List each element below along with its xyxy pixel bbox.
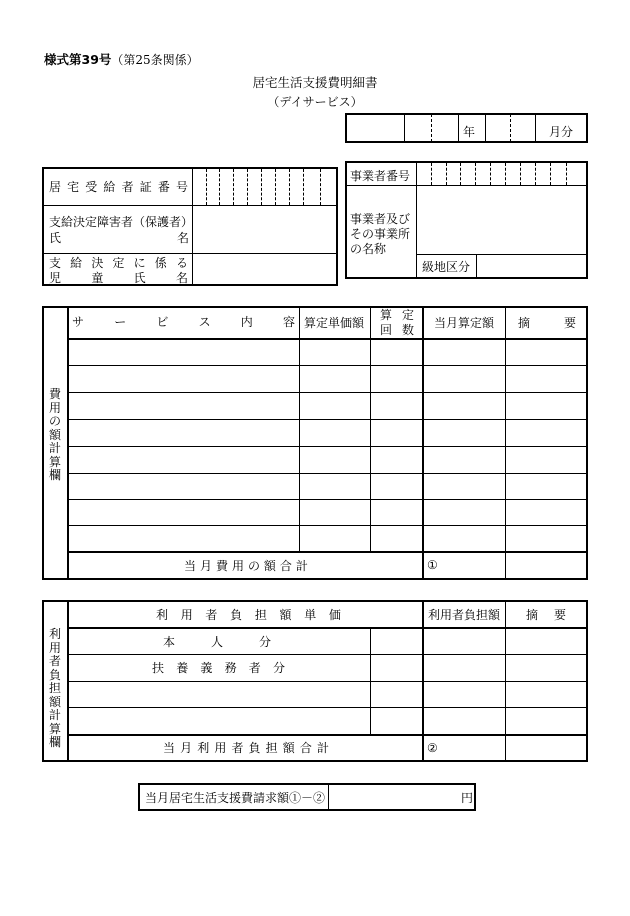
burden-table-side-label: 利用者負担額計算欄 [48,627,61,749]
area-class-input[interactable] [477,255,586,277]
cost-row-2[interactable] [69,366,586,391]
child-name-label-line1: 支 給 決 定 に 係 る [49,256,188,270]
cert-number-label: 居 宅 受 給 者 証 番 号 [49,180,188,194]
burden-row-self[interactable] [69,629,586,653]
guardian-name-label-mei: 名 [177,231,190,245]
col-month-amount: 当月算定額 [434,316,495,330]
cost-row-4[interactable] [69,420,586,445]
cost-total-label: 当 月 費 用 の 額 合 計 [184,559,308,573]
cost-row-5[interactable] [69,447,586,472]
col-unit-price: 算定単価額 [304,316,365,330]
guardian-name-label-shi: 氏 [49,231,62,245]
cost-row-8[interactable] [69,526,586,550]
guardian-name-label: 支給決定障害者（保護者） [49,215,194,229]
cost-table-side-label: 費用の額計算欄 [48,387,61,482]
year-label: 年 [463,125,476,139]
child-name-label-line2: 児 童 氏 名 [49,271,188,285]
cost-row-1[interactable] [69,340,586,364]
claim-label: 当月居宅生活支援費請求額①－② [145,791,326,805]
form-number-label: 様式第39号 [44,52,112,67]
col-burden-amount: 利用者負担額 [428,608,501,622]
cost-row-6[interactable] [69,474,586,498]
provider-name-label-1: 事業者及び [350,212,411,226]
form-reference: （第25条関係） [111,53,199,67]
burden-row-dependent[interactable] [69,655,586,680]
area-class-label: 級地区分 [422,260,471,274]
cert-number-input[interactable] [193,169,336,205]
burden-total-label: 当 月 利 用 者 負 担 額 合 計 [163,741,329,755]
document-title: 居宅生活支援費明細書 [252,75,378,90]
provider-name-label-2: その事業所 [350,227,411,241]
guardian-name-input[interactable] [193,206,336,253]
child-name-input[interactable] [193,254,336,284]
col-burden-unit: 利 用 者 負 担 額 単 価 [156,608,341,622]
col-remarks: 摘 要 [518,316,576,330]
burden-row-dependent-label: 扶 養 義 務 者 分 [152,661,285,675]
provider-name-input[interactable] [417,186,586,254]
burden-row-3[interactable] [69,682,586,706]
month-label: 月分 [549,125,574,139]
burden-total-input[interactable] [442,736,504,760]
col-count-line1: 算 定 [380,308,414,322]
claim-amount-input[interactable] [329,785,459,809]
burden-row-4[interactable] [69,708,586,733]
col-count-line2: 回 数 [380,323,414,337]
document-subtitle: （デイサービス） [267,95,363,109]
burden-row-self-label: 本 人 分 [163,635,271,649]
col-service-content: サ ー ビ ス 内 容 [72,315,295,329]
burden-total-mark: ② [427,741,438,755]
claim-unit: 円 [461,791,474,805]
col-burden-remarks: 摘 要 [526,608,566,622]
cost-row-7[interactable] [69,500,586,524]
cost-total-mark: ① [427,558,438,572]
provider-number-label: 事業者番号 [350,169,411,183]
year-input[interactable] [347,115,457,141]
cost-row-3[interactable] [69,393,586,418]
month-input[interactable] [486,115,534,141]
form-number [44,50,199,68]
provider-number-input[interactable] [417,163,586,185]
cost-total-input[interactable] [442,553,504,578]
provider-name-label-3: の名称 [350,242,387,256]
